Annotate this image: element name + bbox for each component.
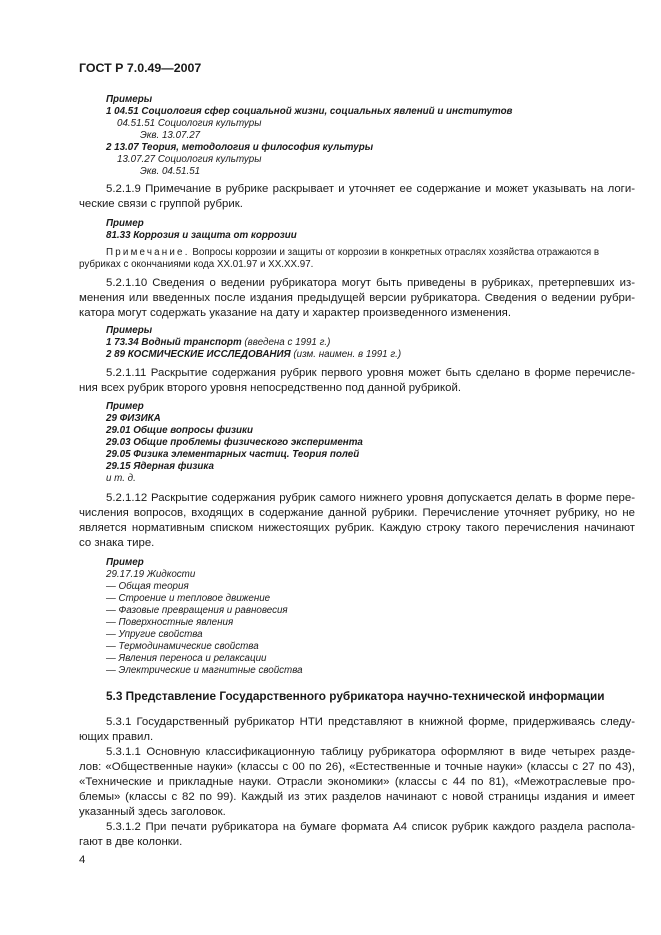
paragraph-line: указанный здесь заголовок.: [79, 806, 226, 818]
examples-title: Примеры: [106, 94, 153, 105]
paragraph-line: менения или введенных после издания предыдущей версии рубрикатора. Сведения о ведении рубри-: [79, 292, 635, 304]
paragraph-line: 5.2.1.10 Сведения о ведении рубрикатора могут быть приведены в рубриках, претерпевших из-: [106, 277, 635, 289]
example-line: 29.05 Физика элементарных частиц. Теория полей: [106, 449, 360, 460]
paragraph-line: 5.3.1.1 Основную классификационную таблицу рубрикатора оформляют в виде четырех разде-: [106, 746, 635, 758]
list-item: — Явления переноса и релаксации: [106, 653, 267, 664]
paragraph-line: катора могут содержать указание на дату и характер произведенного изменения.: [79, 307, 512, 319]
paragraph-line: 5.3.1.2 При печати рубрикатора на бумаге формата А4 список рубрик каждого раздела распола-: [106, 821, 635, 833]
paragraph-line: ческие связи с группой рубрик.: [79, 198, 243, 210]
paragraph-line: ющих правил.: [79, 731, 154, 743]
list-item: — Электрические и магнитные свойства: [106, 665, 303, 676]
paragraph-line: 5.2.1.12 Раскрытие содержания рубрик самого нижнего уровня допускается делать в форме пере-: [106, 492, 635, 504]
paragraph-line: 5.2.1.9 Примечание в рубрике раскрывает и уточняет ее содержание и может указывать на логи-: [106, 183, 635, 195]
example-line: 13.07.27 Социология культуры: [117, 154, 262, 165]
list-item: — Строение и тепловое движение: [106, 593, 271, 604]
example-line: 04.51.51 Социология культуры: [117, 118, 262, 129]
list-item: — Поверхностные явления: [106, 617, 234, 628]
example-title: Пример: [106, 218, 144, 229]
example-line: 29.01 Общие вопросы физики: [106, 425, 253, 436]
paragraph-line: числения вопросов, входящих в содержание данной рубрики. Перечисление уточняет рубрику, но не: [79, 507, 635, 519]
document-code-header: ГОСТ Р 7.0.49—2007: [79, 61, 202, 75]
paragraph-line: ния всех рубрик второго уровня непосредственно под данной рубрикой.: [79, 382, 462, 394]
paragraph-line: лов: «Общественные науки» (классы с 00 по 26), «Естественные и точные науки» (классы с 27 по 43),: [79, 761, 635, 773]
example-heading: 1 73.34 Водный транспорт: [106, 337, 242, 348]
list-item: — Термодинамические свойства: [106, 641, 259, 652]
example-heading: 2 89 КОСМИЧЕСКИЕ ИССЛЕДОВАНИЯ: [106, 349, 291, 360]
example-line: 2 13.07 Теория, методология и философия культуры: [106, 142, 374, 153]
paragraph-line: является нормативным списком нижестоящих рубрик. Каждую строку такого перечисления начинают: [79, 522, 635, 534]
page-number: 4: [79, 854, 86, 866]
list-item: — Упругие свойства: [106, 629, 203, 640]
paragraph-line: гают в две колонки.: [79, 836, 183, 848]
note-text: Вопросы коррозии и защиты от коррозии в конкретных отраслях хозяйства отражаются в: [192, 247, 600, 258]
example-line: 81.33 Коррозия и защита от коррозии: [106, 230, 297, 241]
example-line: 1 04.51 Социология сфер социальной жизни, социальных явлений и институтов: [106, 106, 513, 117]
section-heading: 5.3 Представление Государственного рубрикатора научно-технической информации: [106, 689, 605, 703]
example-line: 29 ФИЗИКА: [106, 413, 161, 424]
paragraph-line: «Технические и прикладные науки. Отрасли экономики» (классы с 44 по 81), «Межотраслевые про-: [79, 776, 635, 788]
list-item: — Общая теория: [106, 581, 189, 592]
example-comment: (изм. наимен. в 1991 г.): [290, 349, 402, 360]
example-line: [106, 348, 401, 361]
paragraph-line: 5.2.1.11 Раскрытие содержания рубрик первого уровня может быть сделано в форме перечисле-: [106, 367, 635, 379]
note-label: Примечание.: [106, 247, 190, 258]
list-item: — Фазовые превращения и равновесия: [106, 605, 288, 616]
example-title: Пример: [106, 557, 144, 568]
example-line: 29.03 Общие проблемы физического эксперимента: [106, 437, 363, 448]
examples-title: Примеры: [106, 325, 153, 336]
paragraph-line: со знака тире.: [79, 537, 155, 549]
note-line: рубриках с окончаниями кода XX.01.97 и XX.XX.97.: [79, 259, 314, 270]
paragraph-line: блемы» (классы с 82 по 99). Каждый из этих разделов начинают с новой страницы издания и имеет: [79, 791, 635, 803]
example-line: 29.17.19 Жидкости: [106, 569, 196, 580]
example-comment: (введена с 1991 г.): [241, 337, 331, 348]
example-line: Экв. 13.07.27: [140, 130, 201, 141]
example-line: 29.15 Ядерная физика: [106, 461, 214, 472]
example-line: Экв. 04.51.51: [140, 166, 201, 177]
paragraph-line: 5.3.1 Государственный рубрикатор НТИ представляют в книжной форме, придерживаясь следу-: [106, 716, 635, 728]
example-title: Пример: [106, 401, 144, 412]
example-line: и т. д.: [106, 473, 136, 484]
